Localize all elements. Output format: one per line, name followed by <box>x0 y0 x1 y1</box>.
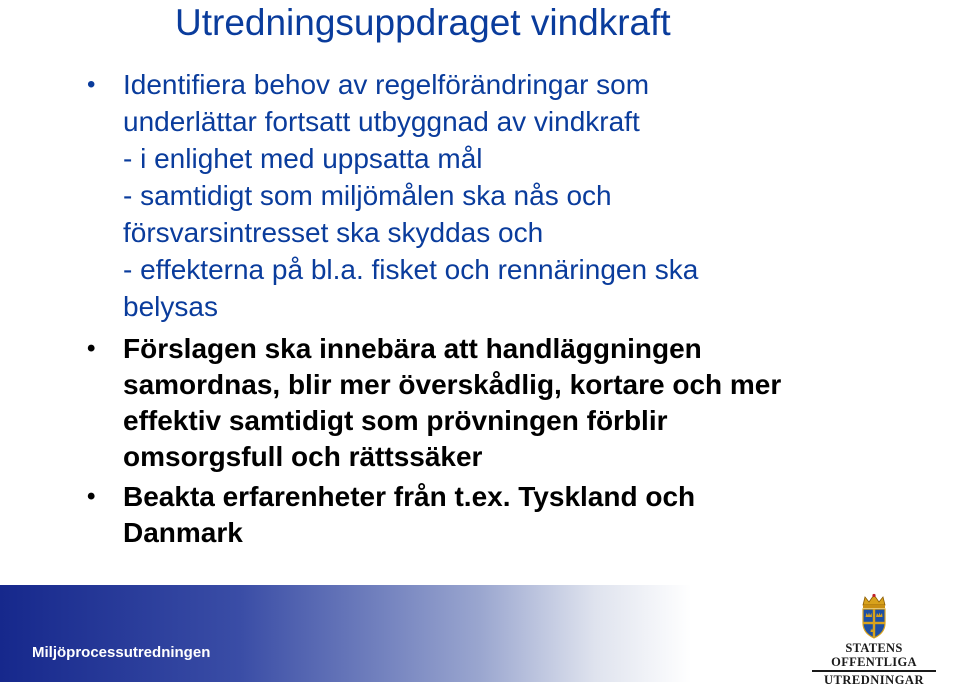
logo-line-utredningar: UTREDNINGAR <box>824 672 924 687</box>
bullet-line: samordnas, blir mer överskådlig, kortare och mer <box>123 369 782 400</box>
bullet-line: Danmark <box>123 517 243 548</box>
slide-body <box>0 66 960 551</box>
bullet-line: effektiv samtidigt som prövningen förblir <box>123 405 668 436</box>
bullet-item <box>0 66 960 325</box>
bullet-line: - i enlighet med uppsatta mål <box>123 143 483 174</box>
bullet-line: - samtidigt som miljömålen ska nås och <box>123 180 612 211</box>
swedish-crown-crest-icon <box>856 593 892 639</box>
logo-line-statens: STATENS OFFENTLIGA <box>831 641 917 669</box>
bullet-dot-icon: • <box>87 335 96 362</box>
sou-logo <box>808 593 940 687</box>
footer-bar <box>0 585 960 687</box>
bullet-line: belysas <box>123 291 218 322</box>
slide-title: Utredningsuppdraget vindkraft <box>175 2 671 43</box>
footer-label: Miljöprocessutredningen <box>32 644 211 661</box>
bullet-line: - effekterna på bl.a. fisket och rennäringen ska <box>123 254 699 285</box>
bullet-dot-icon: • <box>87 483 96 510</box>
bullet-line: försvarsintresset ska skyddas och <box>123 217 544 248</box>
bullet-dot-icon: • <box>87 71 96 98</box>
logo-divider <box>812 670 936 672</box>
bullet-line: underlättar fortsatt utbyggnad av vindkraft <box>123 106 640 137</box>
bullet-line: Förslagen ska innebära att handläggningen <box>123 333 702 364</box>
bullet-line: Beakta erfarenheter från t.ex. Tyskland och <box>123 481 696 512</box>
bullet-line: omsorgsfull och rättssäker <box>123 441 483 472</box>
bullet-item <box>0 479 960 551</box>
bullet-item <box>0 331 960 475</box>
bullet-line: Identifiera behov av regelförändringar som <box>123 69 650 100</box>
sou-logo-text <box>808 641 940 687</box>
